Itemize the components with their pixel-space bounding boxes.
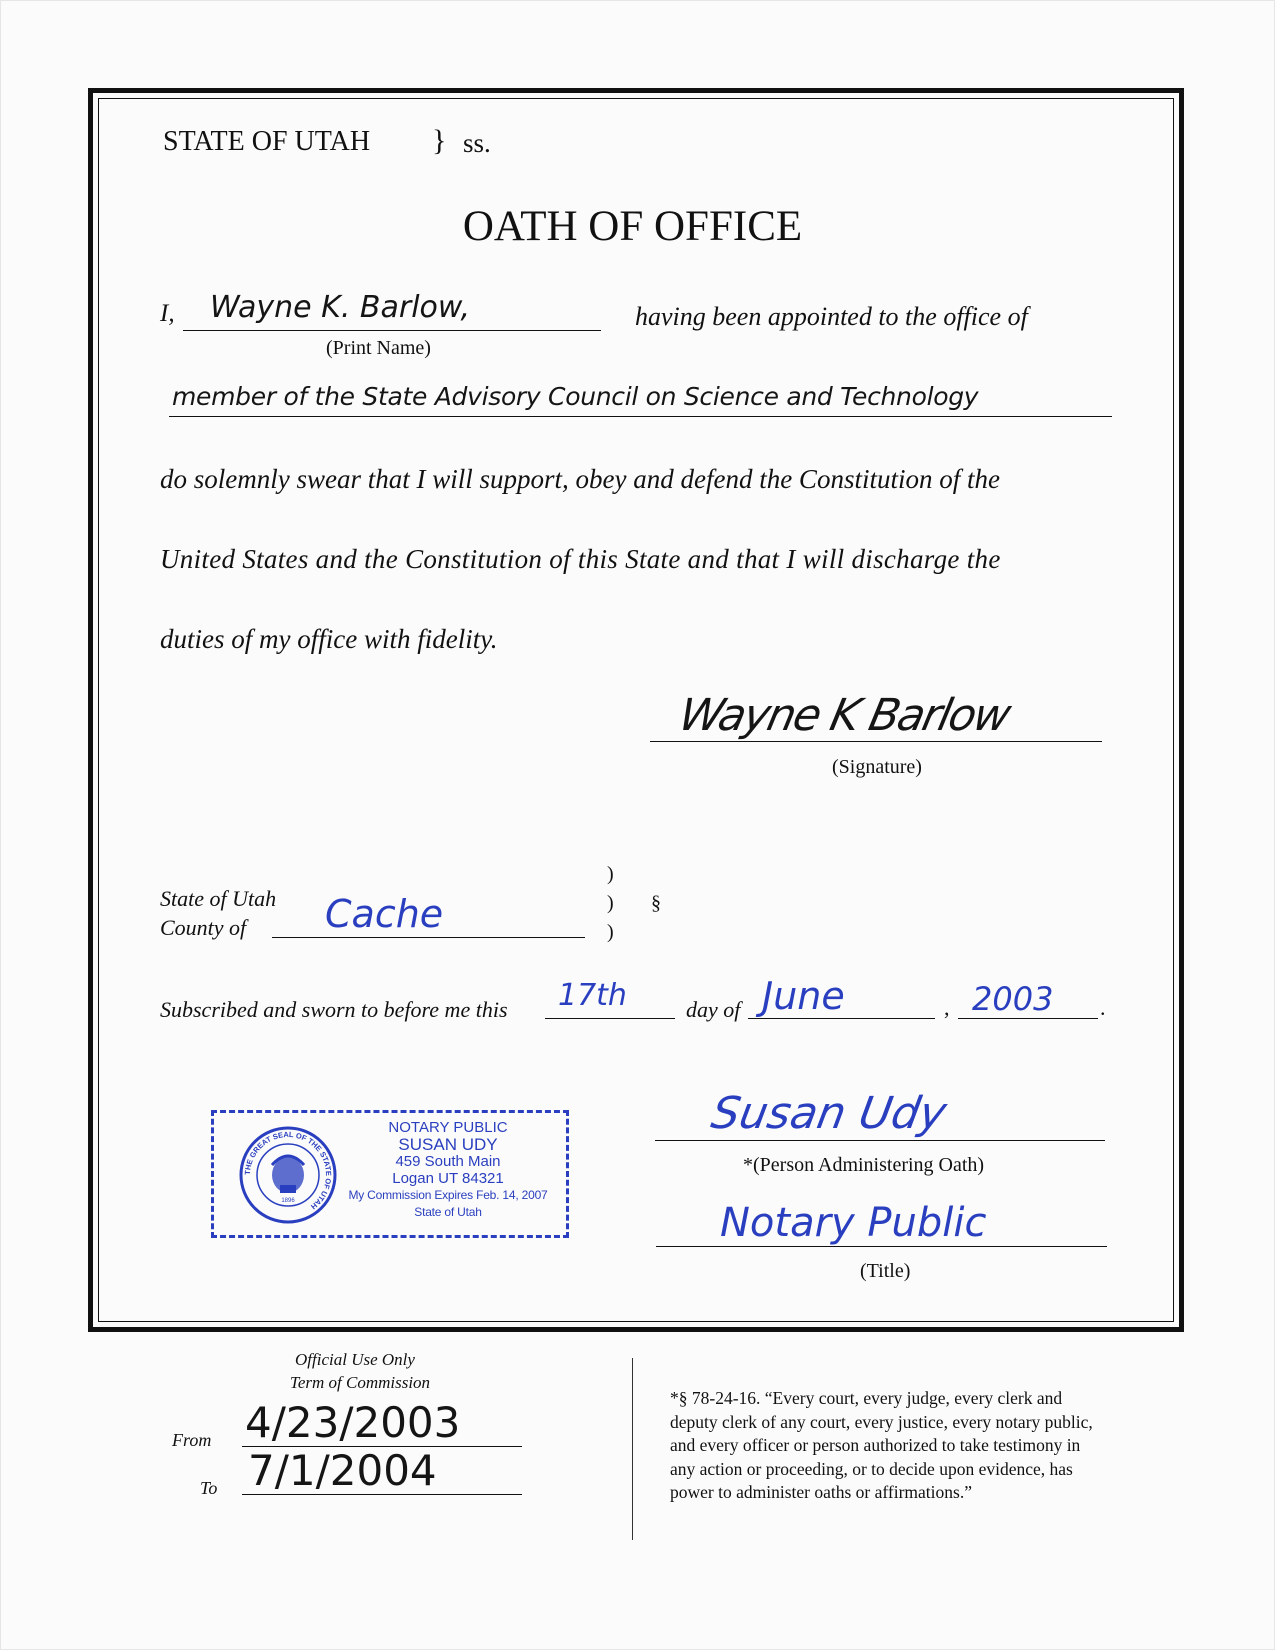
year-line xyxy=(958,1018,1098,1019)
state-of-utah-heading: STATE OF UTAH xyxy=(163,126,371,157)
venue-state-label: State of Utah xyxy=(160,886,277,911)
office-line xyxy=(169,416,1112,417)
statute-line-3: and every officer or person authorized to take testimony in xyxy=(670,1435,1081,1455)
from-label: From xyxy=(172,1430,212,1450)
to-label: To xyxy=(200,1478,218,1498)
title-line xyxy=(656,1246,1107,1247)
month-line xyxy=(748,1018,935,1019)
office-value: member of the State Advisory Council on Science and Technology xyxy=(172,382,979,411)
seal-text: THE GREAT SEAL OF THE STATE OF UTAH xyxy=(242,1129,334,1212)
year-value: 2003 xyxy=(972,980,1054,1018)
footer-divider xyxy=(632,1358,633,1540)
term-of-commission-heading: Term of Commission xyxy=(289,1373,431,1392)
seal-year: 1896 xyxy=(281,1198,295,1204)
month-value: June xyxy=(762,974,845,1018)
statute-line-5: power to administer oaths or affirmations.” xyxy=(670,1482,972,1502)
appointed-text: having been appointed to the office of xyxy=(635,302,1028,331)
statute-line-4: any action or proceeding, or to decide upon evidence, has xyxy=(670,1458,1073,1479)
signature-line xyxy=(650,741,1102,742)
page-title: OATH OF OFFICE xyxy=(462,203,803,250)
state-seal-icon xyxy=(238,1125,338,1225)
stamp-line-6: State of Utah xyxy=(414,1205,482,1219)
stamp-line-2: SUSAN UDY xyxy=(398,1135,498,1154)
venue-paren-2: ) xyxy=(607,892,614,914)
statute-note xyxy=(670,1387,1093,1505)
title-value: Notary Public xyxy=(720,1200,987,1246)
signature-caption: (Signature) xyxy=(832,756,922,778)
administrator-value: Susan Udy xyxy=(707,1088,951,1139)
venue-paren-3: ) xyxy=(607,921,614,943)
signature-value: Wayne K Barlow xyxy=(674,690,1014,741)
period: . xyxy=(1100,995,1106,1020)
day-value: 17th xyxy=(558,978,627,1013)
print-name-caption: (Print Name) xyxy=(326,337,431,359)
statute-line-1: *§ 78-24-16. “Every court, every judge, every clerk and xyxy=(670,1388,1063,1408)
stamp-line-3: 459 South Main xyxy=(395,1153,501,1170)
print-name-value: Wayne K. Barlow, xyxy=(210,290,471,325)
administrator-line xyxy=(655,1140,1105,1141)
county-value: Cache xyxy=(325,892,444,936)
administrator-caption: *(Person Administering Oath) xyxy=(743,1154,985,1176)
brace: } xyxy=(432,124,447,157)
oath-line-1: do solemnly swear that I will support, obey and defend the Constitution of the xyxy=(160,464,1000,494)
county-line xyxy=(272,937,585,938)
i-prefix: I, xyxy=(160,300,175,327)
print-name-line xyxy=(183,330,601,331)
venue-paren-1: ) xyxy=(607,863,614,885)
statute-line-2: deputy clerk of any court, every justice, every notary public, xyxy=(670,1411,1093,1432)
day-line xyxy=(545,1018,675,1019)
title-caption: (Title) xyxy=(860,1260,911,1282)
oath-line-2: United States and the Constitution of this State and that I will discharge the xyxy=(160,544,1001,574)
section-symbol: § xyxy=(651,892,661,914)
stamp-line-1: NOTARY PUBLIC xyxy=(388,1119,508,1136)
oath-line-3: duties of my office with fidelity. xyxy=(160,624,498,654)
ss-label: ss. xyxy=(463,128,491,158)
stamp-line-5: My Commission Expires Feb. 14, 2007 xyxy=(348,1188,548,1202)
venue-county-label: County of xyxy=(160,915,247,940)
from-value: 4/23/2003 xyxy=(245,1398,461,1447)
comma: , xyxy=(944,995,950,1020)
notary-stamp xyxy=(211,1110,569,1238)
subscribed-text: Subscribed and sworn to before me this xyxy=(160,997,508,1022)
official-use-heading: Official Use Only xyxy=(295,1350,415,1369)
day-of-text: day of xyxy=(686,997,741,1022)
stamp-line-4: Logan UT 84321 xyxy=(392,1170,504,1187)
to-value: 7/1/2004 xyxy=(248,1446,437,1495)
